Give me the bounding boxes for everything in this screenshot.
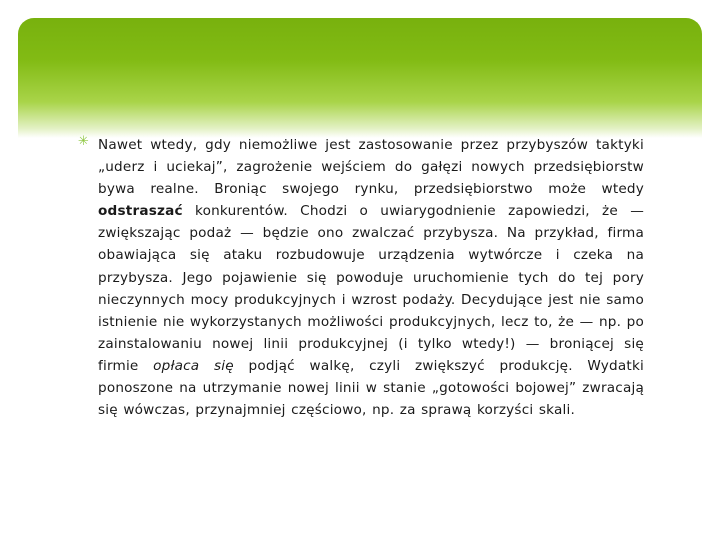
- bullet-item: [78, 134, 644, 421]
- emphasis-bold-word: odstraszać: [98, 203, 183, 220]
- header-band: [18, 18, 702, 138]
- emphasis-italic-phrase: opłaca się: [153, 357, 234, 374]
- slide-content: [78, 134, 644, 421]
- body-paragraph: [98, 134, 644, 421]
- paragraph-text-part2: konkurentów. Chodzi o uwiarygodnienie zapowiedzi, że — zwiększając podaż — będzie ono zwalczać przybysza. Na przykład, firma obawiająca się ataku rozbudowuje urządzenia wytwórcze i czeka na przybysza. Jego pojawienie się powoduje uruchomienie tych do tej pory nieczynnych mocy produkcyjnych i wzrost podaży. Decydujące jest nie samo istnienie nie wykorzystanych możliwości produkcyjnych, lecz to, że — np. po zainstalowaniu nowej linii produkcyjnej (i tylko wtedy!) — broniącej się firmie: [98, 203, 644, 374]
- paragraph-text-part3: podjąć walkę, czyli zwiększyć produkcję. Wydatki ponoszone na utrzymanie nowej linii w stanie „gotowości bojowej” zwracają się wówczas, przynajmniej częściowo, np. za sprawą korzyści skali.: [98, 357, 644, 419]
- paragraph-text-part1: Nawet wtedy, gdy niemożliwe jest zastosowanie przez przybyszów taktyki „uderz i uciekaj”, zagrożenie wejściem do gałęzi nowych przedsiębiorstw bywa realne. Broniąc swojego rynku, przedsiębiorstwo może wtedy: [98, 137, 644, 198]
- asterisk-bullet-icon: ✳: [78, 134, 89, 149]
